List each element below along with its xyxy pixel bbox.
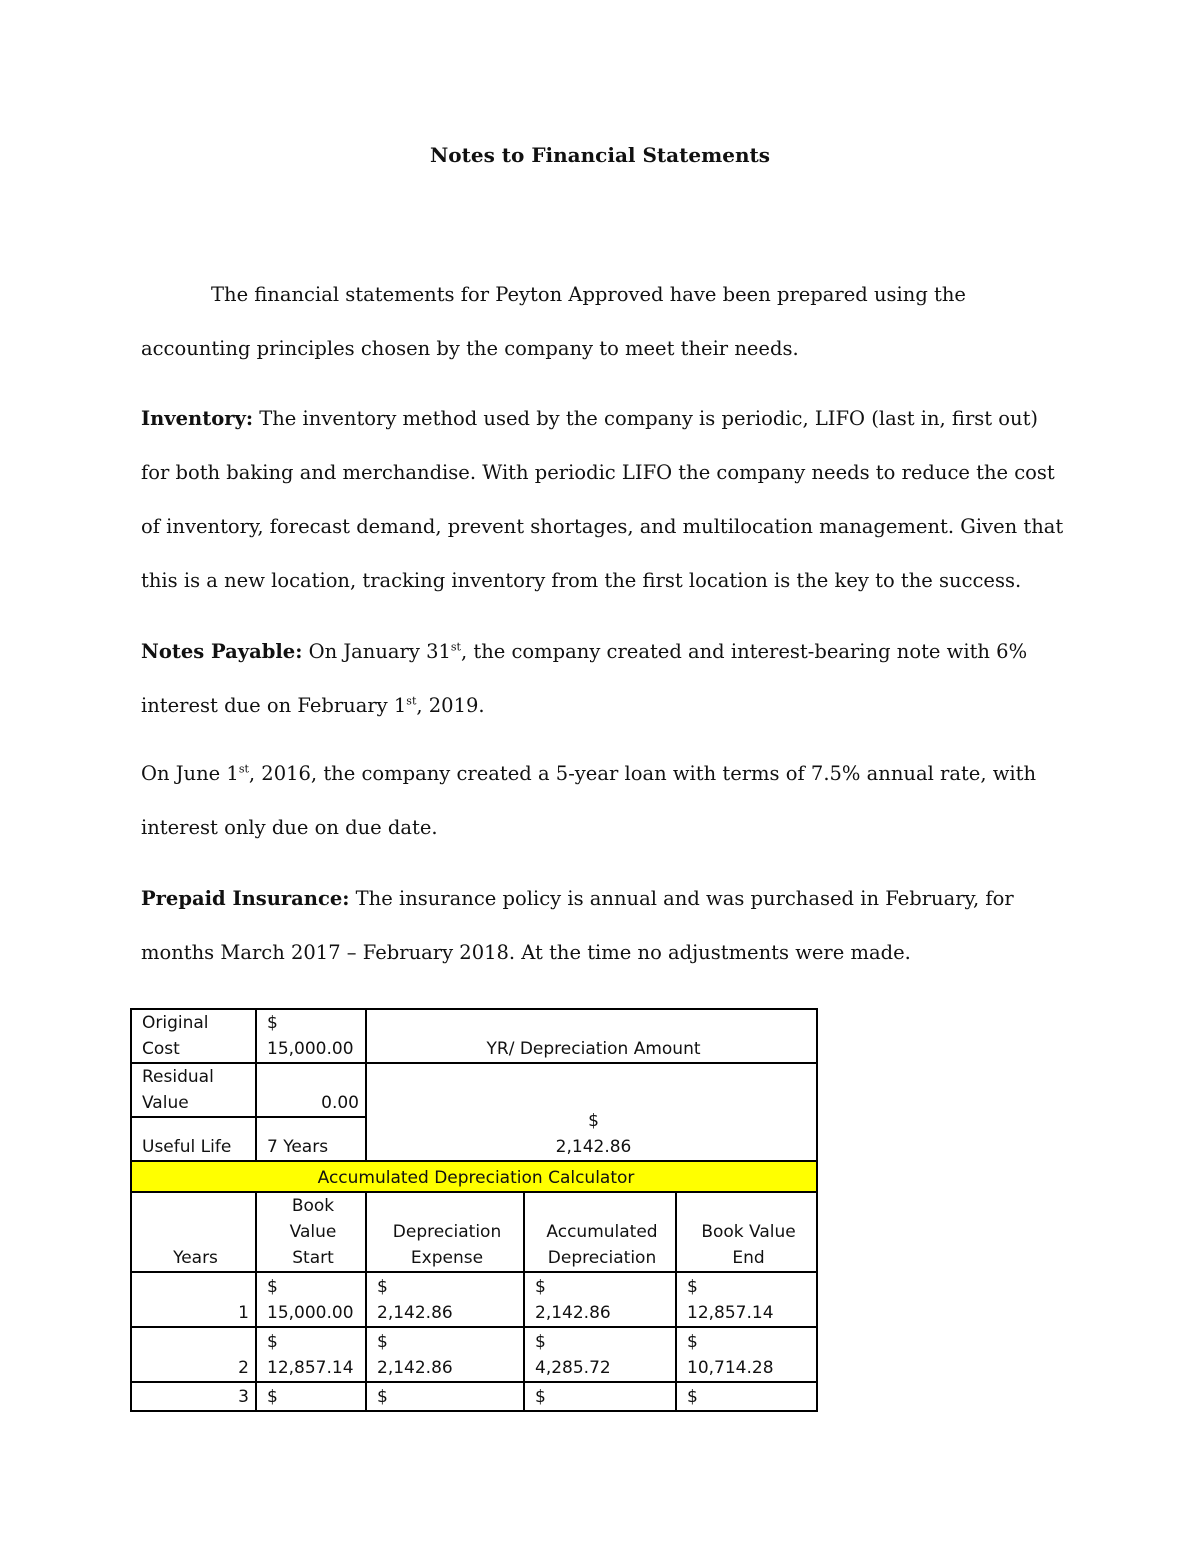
bv-end-amount: 12,857.14 xyxy=(687,1303,774,1323)
bv-start-amount: 15,000.00 xyxy=(267,1303,354,1323)
useful-life-label: Useful Life xyxy=(131,1117,256,1161)
loan-sup-a: st xyxy=(238,762,249,776)
original-cost-label: Original Cost xyxy=(131,1009,256,1063)
inventory-text: The inventory method used by the company is periodic, LIFO (last in, first out) for both baking and merchandise. With periodic LIFO the company needs to reduce the cost of inventory, forecast demand, prevent shortages, and multilocation management. Given that this is a new location, tracking inventory from the first location is the key to the success. xyxy=(141,407,1064,592)
prepaid-paragraph xyxy=(141,872,1071,980)
notes-payable-paragraph xyxy=(141,625,1071,733)
dep-exp-cell xyxy=(366,1327,524,1382)
loan-text-a: On June 1 xyxy=(141,762,239,785)
header-accumulated-depreciation: Accumulated Depreciation xyxy=(524,1192,676,1272)
calculator-banner: Accumulated Depreciation Calculator xyxy=(131,1161,817,1192)
bv-end-cell xyxy=(676,1272,817,1327)
loan-text-b: , 2016, the company created a 5-year loan with terms of 7.5% annual rate, with interest only due on due date. xyxy=(141,762,1037,839)
acc-dep-amount: 2,142.86 xyxy=(535,1303,611,1323)
acc-dep-amount: 4,285.72 xyxy=(535,1358,611,1378)
currency-symbol: $ xyxy=(267,1013,278,1033)
page-title: Notes to Financial Statements xyxy=(429,143,770,167)
residual-row xyxy=(131,1063,817,1117)
table-row xyxy=(131,1327,817,1382)
currency-symbol: $ xyxy=(535,1277,546,1297)
prepaid-text: The insurance policy is annual and was purchased in February, for months March 2017 – February 2018. At the time no adjustments were made. xyxy=(141,887,1014,964)
dep-exp-amount: 2,142.86 xyxy=(377,1358,453,1378)
notes-payable-text-c: , 2019. xyxy=(416,694,485,717)
currency-symbol: $ xyxy=(267,1332,278,1352)
dep-exp-amount: 2,142.86 xyxy=(377,1303,453,1323)
currency-symbol: $ xyxy=(377,1332,388,1352)
bv-start-cell xyxy=(256,1327,366,1382)
currency-symbol: $ xyxy=(687,1277,698,1297)
acc-dep-cell xyxy=(524,1327,676,1382)
header-book-value-start: Book Value Start xyxy=(256,1192,366,1272)
inventory-label: Inventory: xyxy=(141,407,254,430)
dep-exp-cell: $ xyxy=(366,1382,524,1411)
header-years: Years xyxy=(131,1192,256,1272)
notes-payable-text-a: On January 31 xyxy=(308,640,451,663)
depreciation-table xyxy=(130,1008,818,1412)
bv-end-cell xyxy=(676,1327,817,1382)
header-book-value-end: Book Value End xyxy=(676,1192,817,1272)
inventory-paragraph xyxy=(141,392,1071,608)
yr-depreciation-label: YR/ Depreciation Amount xyxy=(366,1009,817,1063)
currency-symbol: $ xyxy=(588,1111,599,1131)
notes-payable-sup-a: st xyxy=(450,640,461,654)
bv-end-cell: $ xyxy=(676,1382,817,1411)
currency-symbol: $ xyxy=(267,1277,278,1297)
notes-payable-text-b: , the company created and interest-bearing note with 6% interest due on February 1 xyxy=(141,640,1028,717)
banner-row xyxy=(131,1161,817,1192)
table-row xyxy=(131,1382,817,1411)
residual-value: 0.00 xyxy=(256,1063,366,1117)
intro-paragraph: The financial statements for Peyton Approved have been prepared using the accounting principles chosen by the company to meet their needs. xyxy=(141,283,966,360)
table-row xyxy=(131,1272,817,1327)
prepaid-label: Prepaid Insurance: xyxy=(141,887,350,910)
year-cell: 3 xyxy=(131,1382,256,1411)
bv-start-cell: $ xyxy=(256,1382,366,1411)
useful-life-value: 7 Years xyxy=(256,1117,366,1161)
yr-depreciation-value xyxy=(366,1063,817,1161)
bv-end-amount: 10,714.28 xyxy=(687,1358,774,1378)
notes-payable-label: Notes Payable: xyxy=(141,640,303,663)
dep-exp-cell xyxy=(366,1272,524,1327)
header-depreciation-expense: Depreciation Expense xyxy=(366,1192,524,1272)
loan-paragraph xyxy=(141,747,1071,855)
bv-start-cell xyxy=(256,1272,366,1327)
notes-payable-sup-b: st xyxy=(406,694,417,708)
currency-symbol: $ xyxy=(377,1277,388,1297)
original-cost-row xyxy=(131,1009,817,1063)
original-cost-value xyxy=(256,1009,366,1063)
original-cost-amount: 15,000.00 xyxy=(267,1039,354,1059)
year-cell: 2 xyxy=(131,1327,256,1382)
yr-depreciation-amount: 2,142.86 xyxy=(555,1137,632,1157)
header-row xyxy=(131,1192,817,1272)
acc-dep-cell: $ xyxy=(524,1382,676,1411)
acc-dep-cell xyxy=(524,1272,676,1327)
currency-symbol: $ xyxy=(687,1332,698,1352)
year-cell: 1 xyxy=(131,1272,256,1327)
residual-label: Residual Value xyxy=(131,1063,256,1117)
currency-symbol: $ xyxy=(535,1332,546,1352)
bv-start-amount: 12,857.14 xyxy=(267,1358,354,1378)
